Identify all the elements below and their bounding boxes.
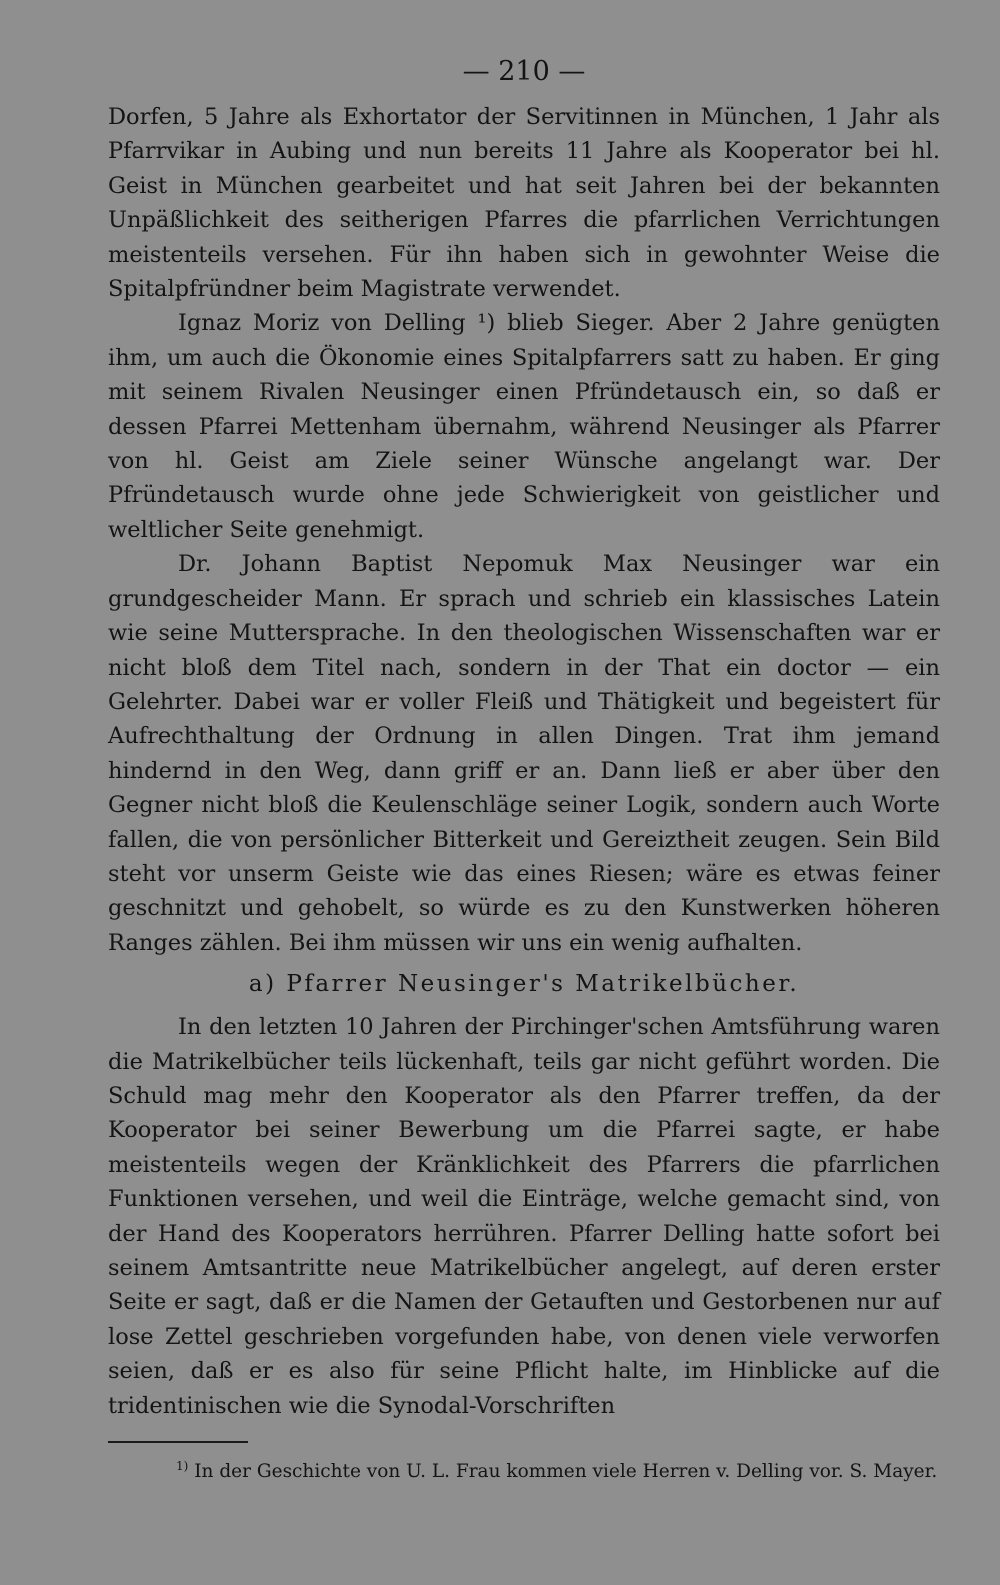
footnote-rule — [108, 1441, 248, 1443]
paragraph-continuation: Dorfen, 5 Jahre als Exhortator der Servitinnen in München, 1 Jahr als Pfarrvikar in Aubing und nun bereits 11 Jahre als Kooperator bei hl. Geist in München gearbeitet und hat seit Jahren bei der bekannten Unpäßlichkeit des seitherigen Pfarres die pfarrlichen Verrichtungen meistenteils versehen. Für ihn haben sich in gewohnter Weise die Spitalpfründner beim Magistrate verwendet. — [108, 104, 940, 303]
paragraph-matrikelbuecher: In den letzten 10 Jahren der Pirchinger'schen Amtsführung waren die Matrikelbücher teils lückenhaft, teils gar nicht geführt worden. Die Schuld mag mehr den Kooperator als den Pfarrer treffen, da der Kooperator bei seiner Bewerbung um die Pfarrei sagte, er habe meistenteils wegen der Kränklichkeit des Pfarrers die pfarrlichen Funktionen versehen, und weil die Einträge, welche gemacht sind, von der Hand des Kooperators herrühren. Pfarrer Delling hatte sofort bei seinem Amtsantritte neue Matrikelbücher angelegt, auf deren erster Seite er sagt, daß er die Namen der Getauften und Gestorbenen nur auf lose Zettel geschrieben vorgefunden habe, von denen viele verworfen seien, daß er es also für seine Pflicht halte, im Hinblicke auf die tridentinischen wie die Synodal-Vorschriften — [108, 1014, 940, 1419]
section-heading: a) Pfarrer Neusinger's Matrikelbücher. — [248, 971, 800, 998]
footnote — [108, 1453, 940, 1485]
footnote-marker: 1) — [176, 1459, 189, 1474]
book-page — [108, 50, 940, 1485]
paragraph-delling: Ignaz Moriz von Delling ¹) blieb Sieger. Aber 2 Jahre genügten ihm, um auch die Ökonomie eines Spitalpfarrers satt zu haben. Er ging mit seinem Rivalen Neusinger einen Pfründetausch ein, so daß er dessen Pfarrei Mettenham übernahm, während Neusinger als Pfarrer von hl. Geist am Ziele seiner Wünsche angelangt war. Der Pfründetausch wurde ohne jede Schwierigkeit von geistlicher und weltlicher Seite genehmigt. — [108, 310, 940, 543]
footnote-text: In der Geschichte von U. L. Frau kommen viele Herren v. Delling vor. S. Mayer. — [194, 1461, 938, 1483]
page-number: — 210 — — [462, 56, 586, 87]
paragraph-neusinger: Dr. Johann Baptist Nepomuk Max Neusinger war ein grundgescheider Mann. Er sprach und schrieb ein klassisches Latein wie seine Muttersprache. In den theologischen Wissenschaften war er nicht bloß dem Titel nach, sondern in der That ein doctor — ein Gelehrter. Dabei war er voller Fleiß und Thätigkeit und begeistert für Aufrechthaltung der Ordnung in allen Dingen. Trat ihm jemand hindernd in den Weg, dann griff er an. Dann ließ er aber über den Gegner nicht bloß die Keulenschläge seiner Logik, sondern auch Worte fallen, die von persönlicher Bitterkeit und Gereiztheit zeugen. Sein Bild steht vor unserm Geiste wie das eines Riesen; wäre es etwas feiner geschnitzt und gehobelt, so würde es zu den Kunstwerken höheren Ranges zählen. Bei ihm müssen wir uns ein wenig aufhalten. — [108, 551, 940, 956]
